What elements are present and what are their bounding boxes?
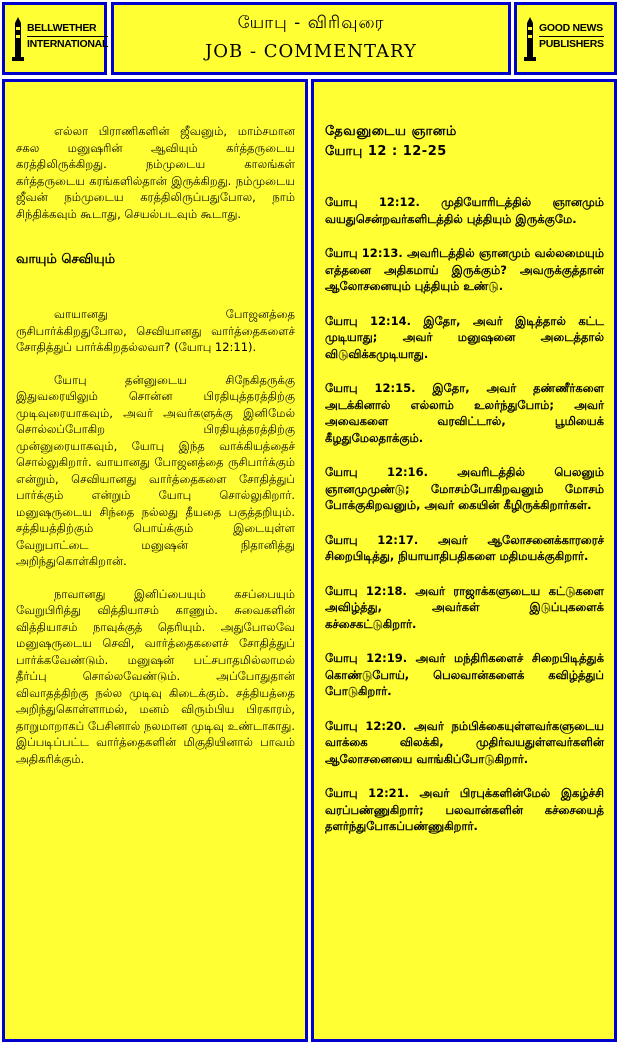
verse-12-20: யோபு 12:20. அவர் நம்பிக்கையுள்ளவர்களுடைய வாக்கை விலக்கி, முதிர்வயதுள்ளவர்களின் ஆலோசனையை வாங்கிப்போடுகிறார். [325, 718, 604, 766]
bellwether-logo-line1: BELLWETHER [27, 21, 108, 37]
bellwether-logo-line2: INTERNATIONAL [27, 38, 109, 50]
verse-12-16: யோபு 12:16. அவரிடத்தில் பெலனும் ஞானமுமுண்டு; மோசம்போகிறவனும் மோசம் போக்குகிறவனும், அவர் கையின் கீழிருக்கிறார்கள். [325, 465, 604, 512]
bellwether-logo-text [27, 21, 108, 52]
verse-12-18: யோபு 12:18. அவர் ராஜாக்களுடைய கட்டுகளை அவிழ்த்து, அவர்கள் இடுப்புகளைக் கச்சைகட்டுகிறார். [325, 583, 604, 631]
page-title-english: JOB - COMMENTARY [205, 41, 417, 62]
good-news-logo-line2: PUBLISHERS [539, 38, 604, 50]
scripture-reference: யோபு 12 : 12-25 [325, 144, 447, 159]
good-news-logo-line1: GOOD NEWS [539, 21, 604, 37]
good-news-logo-text [539, 21, 604, 52]
bellwether-logo-icon [11, 17, 25, 61]
verse-12-12: யோபு 12:12. முதியோரிடத்தில் ஞானமும் வயதுசென்றவர்களிடத்தில் புத்தியும் இருக்குமே. [325, 195, 604, 226]
bellwether-logo-box [2, 2, 107, 75]
good-news-logo-box [514, 2, 617, 75]
left-column [2, 79, 308, 1042]
verse-12-15: யோபு 12:15. இதோ, அவர் தண்ணீர்களை அடக்கினால் எல்லாம் உலர்ந்துபோம்; அவர் அவைகளை வரவிட்டால், பூமியைக் கீழதுமேலதாக்கும். [325, 381, 604, 445]
verse-12-21: யோபு 12:21. அவர் பிரபுக்களின்மேல் இகழ்ச்சி வரப்பண்ணுகிறார்; பலவான்களின் கச்சையைத் தளர்ந்துபோகப்பண்ணுகிறார். [325, 786, 604, 833]
scripture-heading: தேவனுடைய ஞானம் [325, 124, 457, 139]
section-heading: வாயும் செவியும் [16, 252, 116, 267]
right-column [311, 79, 617, 1042]
verse-12-13: யோபு 12:13. அவரிடத்தில் ஞானமும் வல்லமையும் எத்தனை அதிகமாய் இருக்கும்? அவருக்குத்தான் ஆலோசனையும் புத்தியும் உண்டு. [325, 246, 604, 293]
verse-12-19: யோபு 12:19. அவர் மந்திரிகளைச் சிறைபிடித்துக் கொண்டுபோய், பெலவான்களைக் கவிழ்த்துப் போடுகிறார். [325, 651, 604, 698]
title-box [111, 2, 511, 75]
body-paragraph-2: யோபு தன்னுடைய சிநேகிதருக்கு இதுவரையிலும் சொன்ன பிரதியுத்தரத்திற்கு முடிவுரையாகவும், அவர் அவர்களுக்கு இனிமேல் சொல்லப்போகிற பிரதியுத்தரத்திற்கு முன்னுரையாகவும், யோபு இந்த வாக்கியத்தைச் சொல்லுகிறார். வாயானது போஜனத்தை ருசிபார்க்கும் என்றும், செவியானது வார்த்தைகளை சோதித்துப் பார்க்கும் என்றும் யோபு சொல்லுகிறார். மனுஷருடைய சிந்தை நல்லது தீயதை பகுத்தறியும். சத்தியத்திற்கும் பொய்க்கும் இடையுள்ள வேறுபாட்டை மனுஷன் நிதானித்து அறிந்துகொள்கிறான். [16, 372, 295, 568]
page-title-tamil: யோபு - விரிவுரை [237, 13, 385, 33]
intro-paragraph: எல்லா பிராணிகளின் ஜீவனும், மாம்சமான சகல மனுஷரின் ஆவியும் கர்த்தருடைய கரத்திலிருக்கிறது. நம்முடைய காலங்கள் கர்த்தருடைய கரங்களில்தான் இருக்கிறது. நம்முடைய ஜீவன் நம்முடைய கரத்திலிருப்பதுபோல, நாம் சிந்திக்கவும் கூடாது, செயல்படவும் கூடாது. [16, 124, 295, 221]
good-news-logo-icon [523, 17, 537, 61]
body-paragraph-1: வாயானது போஜனத்தை ருசிபார்க்கிறதுபோல, செவியானது வார்த்தைகளைச் சோதித்துப் பார்க்கிறதல்லவா? (யோபு 12:11). [16, 307, 295, 354]
verse-12-17: யோபு 12:17. அவர் ஆலோசனைக்காரரைச் சிறைபிடித்து, நியாயாதிபதிகளை மதிமயக்குகிறார். [325, 532, 604, 563]
verse-12-14: யோபு 12:14. இதோ, அவர் இடித்தால் கட்ட முடியாது; அவர் மனுஷனை அடைத்தால் விடுவிக்கமுடியாது. [325, 313, 604, 361]
body-paragraph-3: நாவானது இனிப்பையும் கசப்பையும் வேறுபிரித்து வித்தியாசம் காணும். சுவைகளின் வித்தியாசம் நாவுக்குத் தெரியும். அதுபோலவே மனுஷருடைய செவி, வார்த்தைகளைச் சோதித்துப் பார்க்கவேண்டும். மனுஷன் பட்சபாதமில்லாமல் தீர்ப்பு சொல்லவேண்டும். அப்போதுதான் விவாதத்திற்கு நல்ல முடிவு கிடைக்கும். சத்தியத்தை அறிந்துகொள்ளாமல், மனம் விரும்பிய பிரகாரம், தாறுமாறாகப் பேசினால் நலமான முடிவு உண்டாகாது. இப்படிப்பட்ட வார்த்தைகளின் மிகுதியினால் பாவம் அதிகரிக்கும். [16, 586, 295, 766]
